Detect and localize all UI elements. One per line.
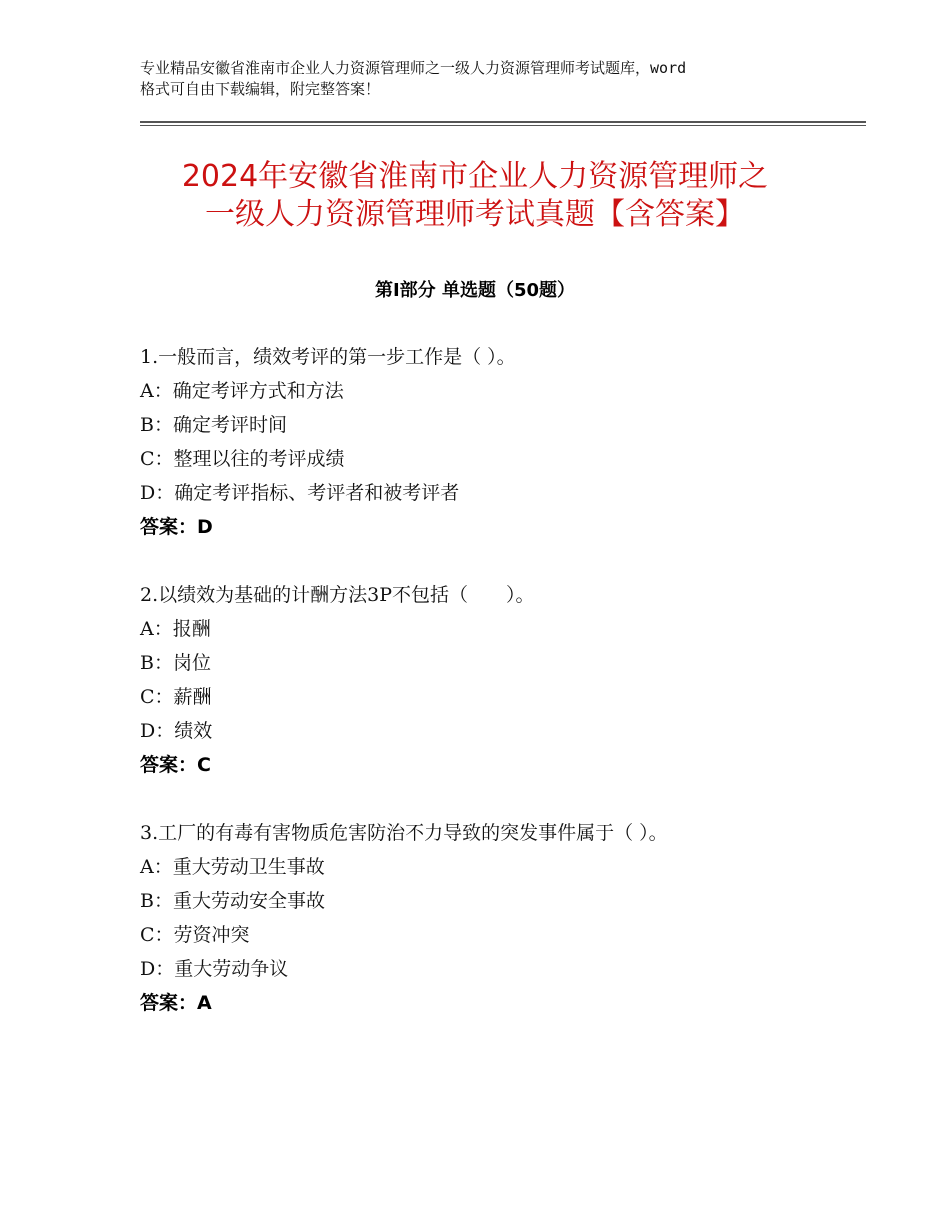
question-stem: 1.一般而言，绩效考评的第一步工作是（ ）。 — [140, 346, 516, 368]
question-2 — [140, 578, 860, 782]
option-c: C：薪酬 — [140, 686, 212, 708]
title-line-2: 一级人力资源管理师考试真题【含答案】 — [205, 197, 745, 232]
document-title — [100, 158, 850, 234]
question-stem: 2.以绩效为基础的计酬方法3P不包括（ ）。 — [140, 584, 535, 606]
question-1 — [140, 340, 860, 544]
answer-line: 答案：C — [140, 754, 211, 776]
title-line-1: 2024年安徽省淮南市企业人力资源管理师之 — [181, 159, 769, 194]
option-d: D：重大劳动争议 — [140, 958, 289, 980]
answer-line: 答案：D — [140, 516, 213, 538]
option-c: C：整理以往的考评成绩 — [140, 448, 345, 470]
option-d: D：确定考评指标、考评者和被考评者 — [140, 482, 460, 504]
header-note-line-2: 格式可自由下载编辑，附完整答案！ — [140, 80, 381, 98]
option-d: D：绩效 — [140, 720, 213, 742]
option-b: B：岗位 — [140, 652, 211, 674]
answer-line: 答案：A — [140, 992, 212, 1014]
option-c: C：劳资冲突 — [140, 924, 250, 946]
header-divider-thick — [140, 121, 866, 123]
option-b: B：重大劳动安全事故 — [140, 890, 325, 912]
header-note — [140, 58, 830, 100]
header-note-line-1: 专业精品安徽省淮南市企业人力资源管理师之一级人力资源管理师考试题库，word — [140, 59, 687, 77]
option-b: B：确定考评时间 — [140, 414, 287, 436]
option-a: A：重大劳动卫生事故 — [140, 856, 325, 878]
question-stem: 3.工厂的有毒有害物质危害防治不力导致的突发事件属于（ ）。 — [140, 822, 668, 844]
option-a: A：确定考评方式和方法 — [140, 380, 344, 402]
section-heading: 第Ⅰ部分 单选题（50题） — [374, 280, 575, 301]
option-a: A：报酬 — [140, 618, 211, 640]
question-list — [140, 340, 860, 1054]
header-divider-thin — [140, 125, 866, 126]
question-3 — [140, 816, 860, 1020]
